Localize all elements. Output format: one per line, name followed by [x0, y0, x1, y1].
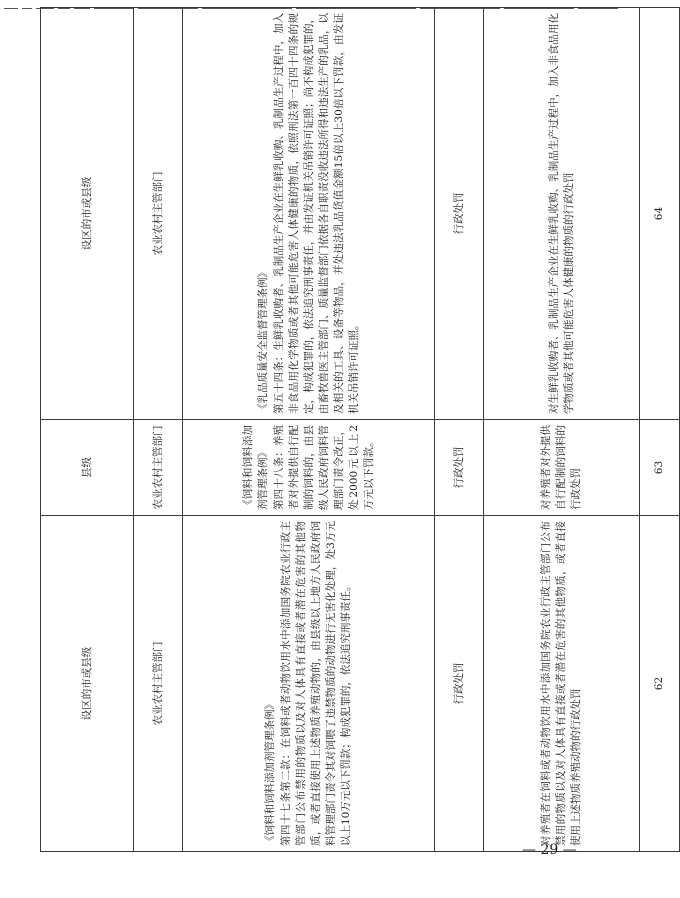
dept-cell: 农业农村主管部门	[134, 420, 183, 516]
row-number: 63	[640, 420, 680, 516]
table-row	[640, 8, 680, 852]
level-cell: 县级	[41, 420, 134, 516]
row-number: 64	[640, 8, 680, 420]
basis-title: 《饲料和饲料添加剂管理条例》	[264, 699, 276, 846]
table-row	[41, 8, 134, 852]
document-page	[40, 8, 665, 852]
page-number: — 29 —	[522, 842, 577, 858]
basis-title: 《饲料和饲料添加剂管理条例》	[241, 425, 269, 510]
kind-cell: 行政处罚	[435, 516, 484, 852]
basis-text: 第四十七条第二款：在饲料或者动物饮用水中添加国务院农业行政主管部门公布禁用的物质以及对人体具有直接或者潜在危害的其他物质，或者直接使用上述物质养殖动物的，由县级以上地方人民政府饲料管理部门责令其对饲喂了违禁物质的动物进行无害化处理，处3万元以上10万元以下罚款；构成犯罪的，依法追究刑事责任。	[280, 521, 352, 846]
item-cell: 对生鲜乳收购者、乳制品生产企业在生鲜乳收购、乳制品生产过程中，加入非食品用化学物质或者其他可能危害人体健康的物质的行政处罚	[484, 8, 640, 420]
item-cell: 对养殖者在饲料或者动物饮用水中添加国务院农业行政主管部门公布禁用的物质以及对人体具有直接或者潜在危害的其他物质，或者直接使用上述物质养殖动物的行政处罚	[484, 516, 640, 852]
basis-title: 《乳品质量安全监督管理条例》	[256, 267, 269, 414]
level-cell: 设区的市或县级	[41, 8, 134, 420]
basis-text: 第四十八条：养殖者对外提供自行配制的饲料的，由县级人民政府饲料管理部门责令改正，处2000元以上2万元以下罚款。	[272, 425, 375, 510]
basis-cell	[183, 516, 435, 852]
table-row	[484, 8, 640, 852]
row-number: 62	[640, 516, 680, 852]
kind-cell: 行政处罚	[435, 8, 484, 420]
dept-cell: 农业农村主管部门	[134, 8, 183, 420]
table-row	[435, 8, 484, 852]
basis-text: 第五十四条：生鲜乳收购者、乳制品生产企业在生鲜乳收购、乳制品生产过程中，加入非食品用化学物质或者其他可能危害人体健康的物质，依照刑法第一百四十四条的规定，构成犯罪的，依法追究刑事责任，并由发证机关吊销许可证照；尚不构成犯罪的，由畜牧兽医主管部门、质量监督部门依据各自职责没收违法所得和违法生产的乳品，以及相关的工具、设备等物品，并处违法乳品货值金额15倍以上30倍以下罚款，由发证机关吊销许可证照。	[272, 13, 360, 414]
rotated-table-wrapper	[40, 8, 665, 852]
level-cell: 设区的市或县级	[41, 516, 134, 852]
table-row	[134, 8, 183, 852]
basis-cell	[183, 8, 435, 420]
dept-cell: 农业农村主管部门	[134, 516, 183, 852]
basis-cell	[183, 420, 435, 516]
table-row	[183, 8, 435, 852]
penalty-table	[40, 7, 680, 852]
kind-cell: 行政处罚	[435, 420, 484, 516]
item-cell: 对养殖者对外提供自行配制的饲料的行政处罚	[484, 420, 640, 516]
